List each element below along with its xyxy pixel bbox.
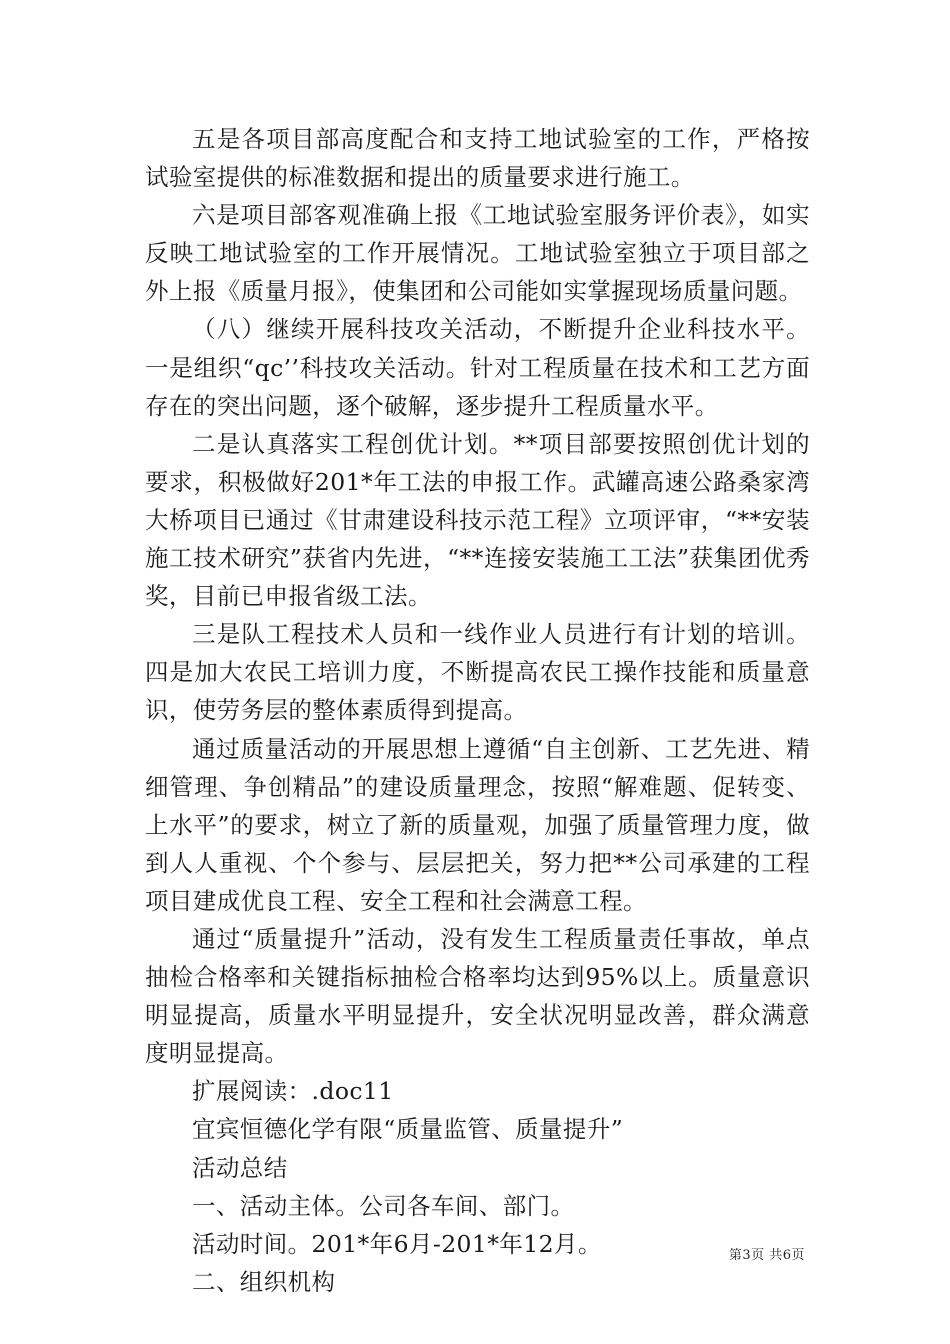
extended-reading-line: 扩展阅读：.doc11 [192, 1077, 394, 1106]
paragraph-item-6: 六是项目部客观准确上报《工地试验室服务评价表》，如实反映工地试验室的工作开展情况。工地试验室独立于项目部之外上报《质量月报》，使集团和公司能如实掌握现场质量问题。 [145, 201, 810, 306]
activity-subject-line: 一、活动主体。公司各车间、部门。 [192, 1191, 575, 1220]
paragraph-item-2: 二是认真落实工程创优计划。**项目部要按照创优计划的要求，积极做好201*年工法的申报工作。武罐高速公路桑家湾大桥项目已通过《甘肃建设科技示范工程》立项评审，“**安装施工技术研究”获省内先进，“**连接安装施工工法”获集团优秀奖，目前已申报省级工法。 [145, 429, 810, 611]
organization-heading: 二、组织机构 [192, 1267, 336, 1296]
document-body [145, 120, 810, 1301]
paragraph-summary-1: 通过质量活动的开展思想上遵循“自主创新、工艺先进、精细管理、争创精品”的建设质量理念，按照“解难题、促转变、上水平”的要求，树立了新的质量观，加强了质量管理力度，做到人人重视、个个参与、层层把关，努力把**公司承建的工程项目建成优良工程、安全工程和社会满意工程。 [145, 734, 810, 915]
activity-summary-heading: 活动总结 [192, 1153, 288, 1182]
paragraph-item-3: 三是队工程技术人员和一线作业人员进行有计划的培训。四是加大农民工培训力度，不断提高农民工操作技能和质量意识，使劳务层的整体素质得到提高。 [145, 620, 810, 725]
company-title-line: 宜宾恒德化学有限“质量监管、质量提升” [192, 1115, 624, 1144]
paragraph-section-8: （八）继续开展科技攻关活动，不断提升企业科技水平。一是组织“qc’’科技攻关活动。针对工程质量在技术和工艺方面存在的突出问题，逐个破解，逐步提升工程质量水平。 [145, 315, 810, 420]
page-number-footer: 第3页 共6页 [728, 1248, 805, 1263]
activity-time-line: 活动时间。201*年6月-201*年12月。 [192, 1229, 602, 1258]
paragraph-item-5: 五是各项目部高度配合和支持工地试验室的工作，严格按试验室提供的标准数据和提出的质量要求进行施工。 [145, 125, 810, 192]
paragraph-summary-2: 通过“质量提升”活动，没有发生工程质量责任事故，单点抽检合格率和关键指标抽检合格率均达到95%以上。质量意识明显提高，质量水平明显提升，安全状况明显改善，群众满意度明显提高。 [145, 924, 810, 1068]
